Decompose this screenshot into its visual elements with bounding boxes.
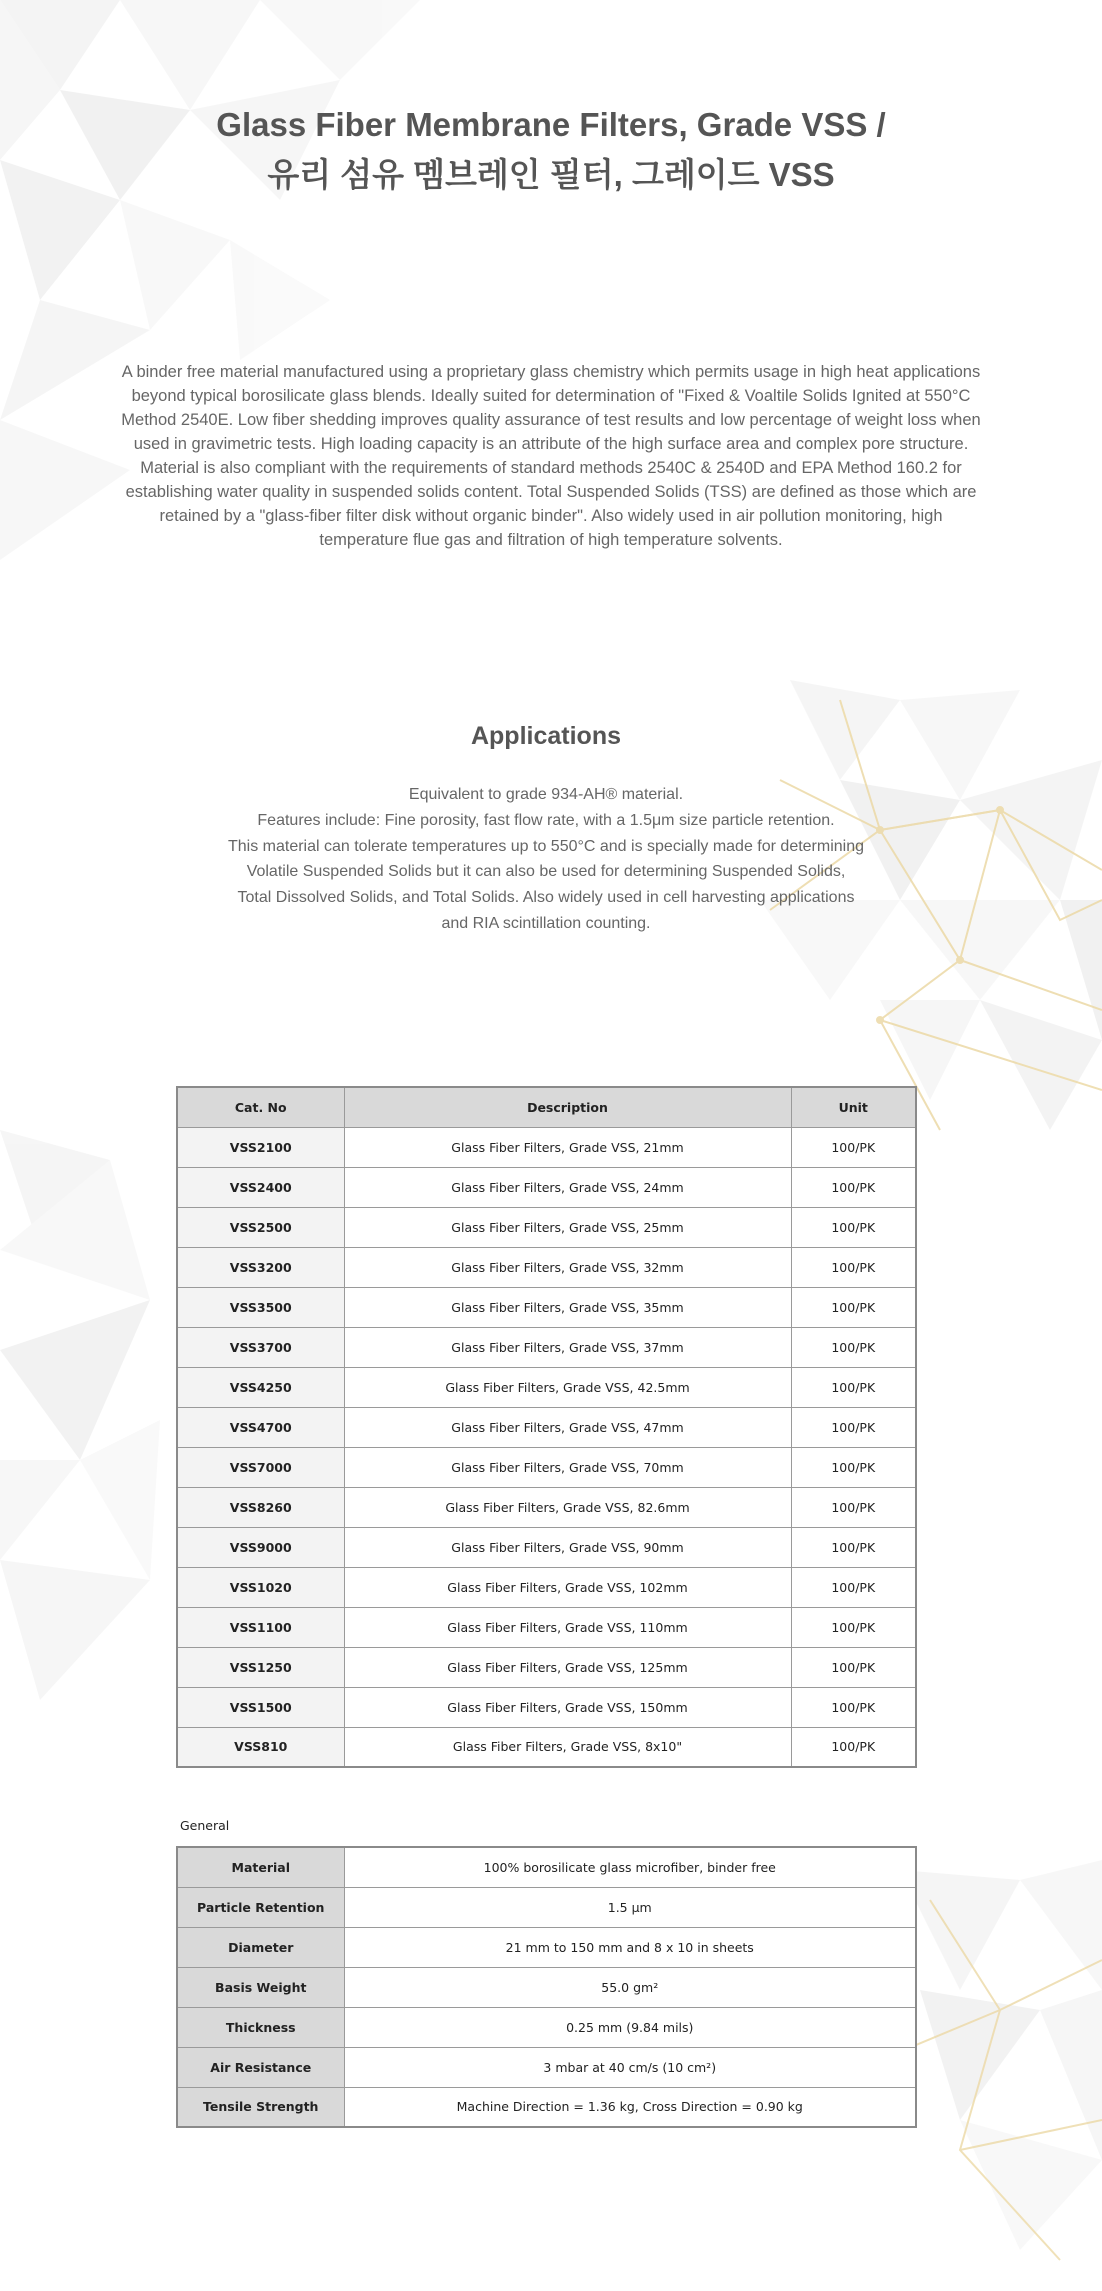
left-polygons	[0, 1130, 160, 1700]
spec-row	[177, 2047, 916, 2087]
cat-no-cell: VSS4700	[177, 1407, 344, 1447]
spec-row	[177, 1967, 916, 2007]
spec-value: 0.25 mm (9.84 mils)	[344, 2007, 916, 2047]
bottom-right-polygons	[900, 1860, 1102, 2250]
cat-no-cell: VSS2500	[177, 1207, 344, 1247]
spec-property: Air Resistance	[177, 2047, 344, 2087]
cat-no-cell: VSS1020	[177, 1567, 344, 1607]
spec-row	[177, 1847, 916, 1887]
cat-no-cell: VSS3500	[177, 1287, 344, 1327]
general-specs-table	[176, 1846, 917, 2128]
cat-no-cell: VSS7000	[177, 1447, 344, 1487]
applications-text	[200, 782, 892, 937]
description-cell: Glass Fiber Filters, Grade VSS, 35mm	[344, 1287, 791, 1327]
applications-line: Volatile Suspended Solids but it can also be used for determining Suspended Solids,	[246, 863, 846, 881]
cat-no-cell: VSS3200	[177, 1247, 344, 1287]
table-row	[177, 1127, 916, 1167]
applications-line: This material can tolerate temperatures up to 550°C and is specially made for determining	[227, 837, 865, 855]
description-cell: Glass Fiber Filters, Grade VSS, 42.5mm	[344, 1367, 791, 1407]
spec-property: Thickness	[177, 2007, 344, 2047]
spec-property: Material	[177, 1847, 344, 1887]
spec-row	[177, 2087, 916, 2127]
column-header-unit: Unit	[791, 1087, 916, 1127]
unit-cell: 100/PK	[791, 1127, 916, 1167]
cat-no-cell: VSS1500	[177, 1687, 344, 1727]
spec-value: 1.5 μm	[344, 1887, 916, 1927]
description-cell: Glass Fiber Filters, Grade VSS, 150mm	[344, 1687, 791, 1727]
applications-line: and RIA scintillation counting.	[441, 914, 651, 932]
table-row	[177, 1687, 916, 1727]
unit-cell: 100/PK	[791, 1727, 916, 1767]
table-row	[177, 1367, 916, 1407]
table-row	[177, 1327, 916, 1367]
unit-cell: 100/PK	[791, 1207, 916, 1247]
applications-line: Features include: Fine porosity, fast flow rate, with a 1.5μm size particle retention.	[257, 811, 835, 829]
column-header-cat-no: Cat. No	[177, 1087, 344, 1127]
spec-value: 100% borosilicate glass microfiber, binder free	[344, 1847, 916, 1887]
title-korean: 유리 섬유 멤브레인 필터, 그레이드 VSS	[267, 156, 835, 193]
unit-cell: 100/PK	[791, 1327, 916, 1367]
cat-no-cell: VSS1250	[177, 1647, 344, 1687]
description-cell: Glass Fiber Filters, Grade VSS, 21mm	[344, 1127, 791, 1167]
description-cell: Glass Fiber Filters, Grade VSS, 125mm	[344, 1647, 791, 1687]
spec-row	[177, 1887, 916, 1927]
cat-no-cell: VSS810	[177, 1727, 344, 1767]
table-row	[177, 1567, 916, 1607]
spec-property: Diameter	[177, 1927, 344, 1967]
product-table	[176, 1086, 917, 1768]
title-english: Glass Fiber Membrane Filters, Grade VSS /	[216, 106, 886, 143]
description-cell: Glass Fiber Filters, Grade VSS, 110mm	[344, 1607, 791, 1647]
spec-value: Machine Direction = 1.36 kg, Cross Direction = 0.90 kg	[344, 2087, 916, 2127]
table-row	[177, 1487, 916, 1527]
column-header-description: Description	[344, 1087, 791, 1127]
cat-no-cell: VSS2400	[177, 1167, 344, 1207]
unit-cell: 100/PK	[791, 1367, 916, 1407]
spec-property: Tensile Strength	[177, 2087, 344, 2127]
table-header-row	[177, 1087, 916, 1127]
unit-cell: 100/PK	[791, 1407, 916, 1447]
unit-cell: 100/PK	[791, 1687, 916, 1727]
unit-cell: 100/PK	[791, 1247, 916, 1287]
unit-cell: 100/PK	[791, 1567, 916, 1607]
cat-no-cell: VSS3700	[177, 1327, 344, 1367]
cat-no-cell: VSS8260	[177, 1487, 344, 1527]
spec-value: 3 mbar at 40 cm/s (10 cm²)	[344, 2047, 916, 2087]
applications-line: Equivalent to grade 934-AH® material.	[408, 786, 684, 803]
cat-no-cell: VSS2100	[177, 1127, 344, 1167]
table-row	[177, 1247, 916, 1287]
description-cell: Glass Fiber Filters, Grade VSS, 47mm	[344, 1407, 791, 1447]
description-cell: Glass Fiber Filters, Grade VSS, 8x10"	[344, 1727, 791, 1767]
cat-no-cell: VSS4250	[177, 1367, 344, 1407]
unit-cell: 100/PK	[791, 1487, 916, 1527]
table-row	[177, 1447, 916, 1487]
table-row	[177, 1607, 916, 1647]
unit-cell: 100/PK	[791, 1447, 916, 1487]
spec-value: 21 mm to 150 mm and 8 x 10 in sheets	[344, 1927, 916, 1967]
unit-cell: 100/PK	[791, 1527, 916, 1567]
unit-cell: 100/PK	[791, 1647, 916, 1687]
description-cell: Glass Fiber Filters, Grade VSS, 90mm	[344, 1527, 791, 1567]
spec-property: Basis Weight	[177, 1967, 344, 2007]
unit-cell: 100/PK	[791, 1607, 916, 1647]
description-cell: Glass Fiber Filters, Grade VSS, 32mm	[344, 1247, 791, 1287]
cat-no-cell: VSS1100	[177, 1607, 344, 1647]
spec-row	[177, 1927, 916, 1967]
applications-heading: Applications	[470, 722, 621, 750]
description-cell: Glass Fiber Filters, Grade VSS, 24mm	[344, 1167, 791, 1207]
table-row	[177, 1167, 916, 1207]
table-row	[177, 1527, 916, 1567]
spec-property: Particle Retention	[177, 1887, 344, 1927]
page-title	[0, 100, 1102, 200]
general-section-label: General	[180, 1818, 230, 1833]
spec-value: 55.0 gm²	[344, 1967, 916, 2007]
table-row	[177, 1647, 916, 1687]
description-cell: Glass Fiber Filters, Grade VSS, 102mm	[344, 1567, 791, 1607]
cat-no-cell: VSS9000	[177, 1527, 344, 1567]
table-row	[177, 1207, 916, 1247]
table-row	[177, 1727, 916, 1767]
unit-cell: 100/PK	[791, 1167, 916, 1207]
table-row	[177, 1407, 916, 1447]
description-cell: Glass Fiber Filters, Grade VSS, 82.6mm	[344, 1487, 791, 1527]
description-cell: Glass Fiber Filters, Grade VSS, 37mm	[344, 1327, 791, 1367]
intro-paragraph: A binder free material manufactured using a proprietary glass chemistry which permits usage in high heat applications beyond typical borosilicate glass blends. Ideally suited for determination of "Fixed & Voaltile Solids Ignited at 550°C Method 2540E. Low fiber shedding improves quality assurance of test results and low percentage of weight loss when used in gravimetric tests. High loading capacity is an attribute of the high surface area and complex pore structure. Material is also compliant with the requirements of standard methods 2540C & 2540D and EPA Method 160.2 for establishing water quality in suspended solids content. Total Suspended Solids (TSS) are defined as those which are retained by a "glass-fiber filter disk without organic binder". Also widely used in air pollution monitoring, high temperature flue gas and filtration of high temperature solvents.	[121, 363, 981, 549]
description-cell: Glass Fiber Filters, Grade VSS, 25mm	[344, 1207, 791, 1247]
unit-cell: 100/PK	[791, 1287, 916, 1327]
description-cell: Glass Fiber Filters, Grade VSS, 70mm	[344, 1447, 791, 1487]
spec-row	[177, 2007, 916, 2047]
applications-line: Total Dissolved Solids, and Total Solids. Also widely used in cell harvesting applications	[237, 889, 855, 907]
table-row	[177, 1287, 916, 1327]
